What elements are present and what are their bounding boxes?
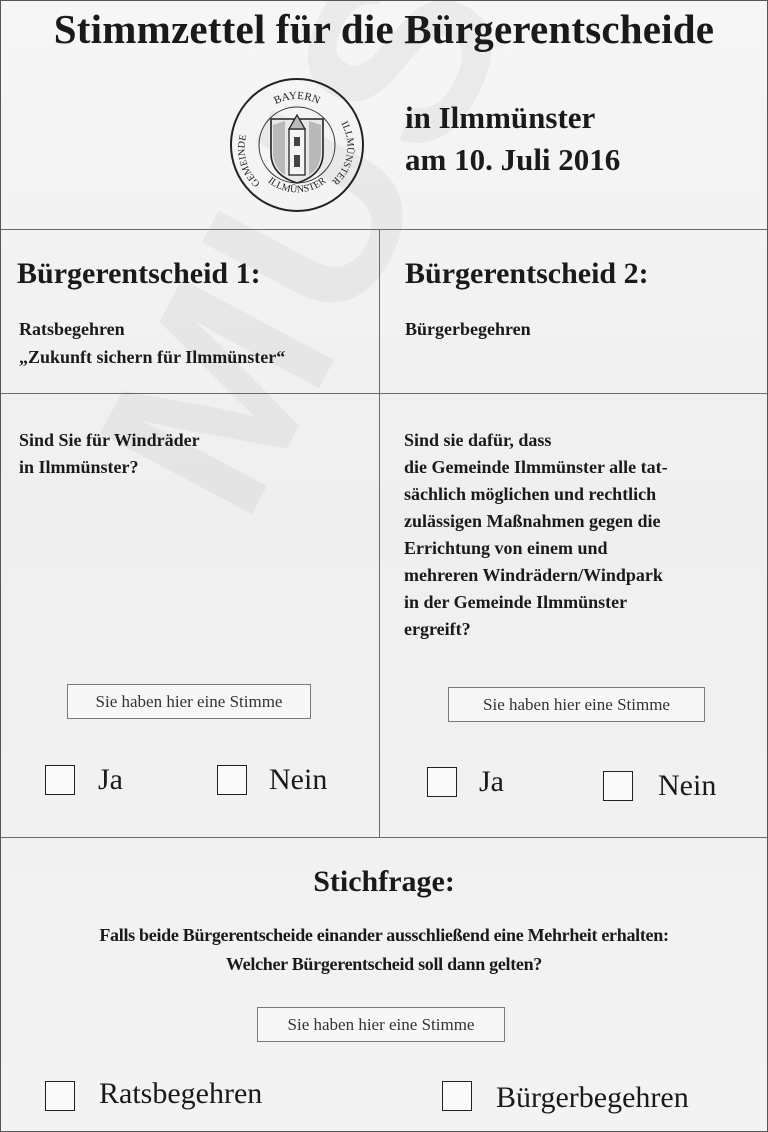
label-entscheid-2-nein: Nein <box>658 769 717 802</box>
divider-header <box>1 229 767 230</box>
entscheid-1-subtitle <box>19 315 285 371</box>
hint-one-vote-2: Sie haben hier eine Stimme <box>448 687 705 722</box>
question-1-line: Sind Sie für Windräder <box>19 430 200 450</box>
question-2-line: sächlich möglichen und rechtlich <box>404 484 657 504</box>
label-stichfrage-ratsbegehren: Ratsbegehren <box>99 1077 263 1110</box>
checkbox-entscheid-2-nein[interactable] <box>603 771 633 801</box>
question-1-line: in Ilmmünster? <box>19 457 139 477</box>
svg-text:BAYERN <box>272 90 322 107</box>
place-line: in Ilmmünster <box>405 100 596 135</box>
entscheid-1-name: „Zukunft sichern für Ilmmünster“ <box>19 347 286 367</box>
stichfrage-line: Falls beide Bürgerentscheide einander ausschließend eine Mehrheit erhalten: <box>99 925 669 945</box>
entscheid-2-subtitle <box>405 315 531 343</box>
label-stichfrage-buergerbegehren: Bürgerbegehren <box>496 1081 689 1114</box>
heading-entscheid-1: Bürgerentscheid 1: <box>17 257 261 290</box>
seal-text-right: ILLMÜNSTER <box>329 119 356 187</box>
divider-stichfrage <box>1 837 767 838</box>
entscheid-2-type: Bürgerbegehren <box>405 319 531 339</box>
stichfrage-question <box>1 921 767 979</box>
heading-stichfrage: Stichfrage: <box>313 865 455 898</box>
question-2-line: zulässigen Maßnahmen gegen die <box>404 511 661 531</box>
checkbox-entscheid-1-nein[interactable] <box>217 765 247 795</box>
seal-text-bottom: ILLMÜNSTER <box>265 175 329 196</box>
label-entscheid-1-ja: Ja <box>98 763 123 796</box>
seal-text-left: GEMEINDE <box>236 133 263 189</box>
question-2-line: ergreift? <box>404 619 471 639</box>
svg-text:ILLMÜNSTER <box>329 119 356 187</box>
date-line: am 10. Juli 2016 <box>405 142 621 177</box>
divider-subheads <box>1 393 767 394</box>
hint-one-vote-stichfrage: Sie haben hier eine Stimme <box>257 1007 505 1042</box>
label-entscheid-2-ja: Ja <box>479 765 504 798</box>
checkbox-entscheid-2-ja[interactable] <box>427 767 457 797</box>
question-2-line: in der Gemeinde Ilmmünster <box>404 592 628 612</box>
ballot-title: Stimmzettel für die Bürgerentscheide <box>53 6 715 52</box>
checkbox-stichfrage-ratsbegehren[interactable] <box>45 1081 75 1111</box>
question-2 <box>404 427 668 643</box>
checkbox-stichfrage-buergerbegehren[interactable] <box>442 1081 472 1111</box>
seal-text-top: BAYERN <box>272 89 322 107</box>
checkbox-entscheid-1-ja[interactable] <box>45 765 75 795</box>
question-2-line: Sind sie dafür, dass <box>404 430 552 450</box>
label-entscheid-1-nein: Nein <box>269 763 328 796</box>
question-2-line: Errichtung von einem und <box>404 538 608 558</box>
question-2-line: mehreren Windrädern/Windpark <box>404 565 663 585</box>
divider-columns <box>379 229 380 837</box>
question-2-line: die Gemeinde Ilmmünster alle tat- <box>404 457 668 477</box>
place-date <box>405 97 620 181</box>
municipal-seal-icon <box>227 75 367 215</box>
question-1 <box>19 427 200 481</box>
heading-entscheid-2: Bürgerentscheid 2: <box>405 257 649 290</box>
entscheid-1-type: Ratsbegehren <box>19 319 125 339</box>
hint-one-vote-1: Sie haben hier eine Stimme <box>67 684 311 719</box>
stichfrage-line: Welcher Bürgerentscheid soll dann gelten? <box>225 954 543 974</box>
